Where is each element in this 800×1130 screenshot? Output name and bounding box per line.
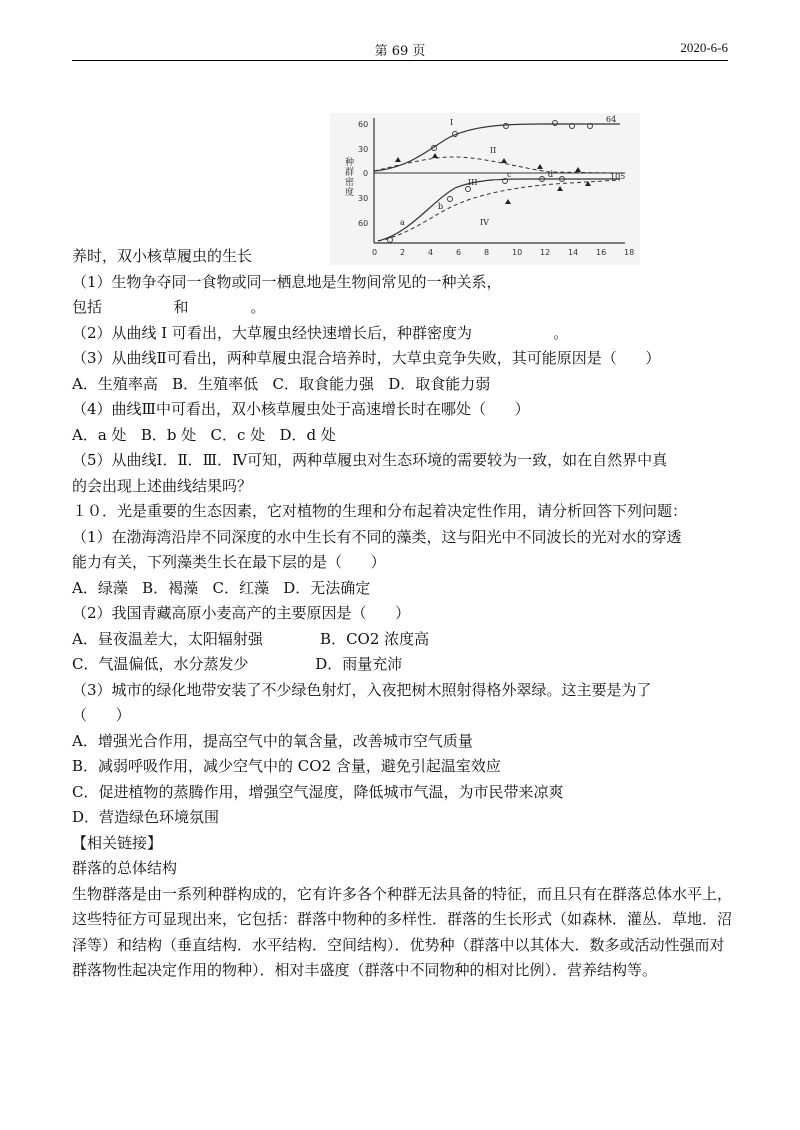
header-date: 2020-6-6 (680, 40, 728, 55)
x-tick-label: 10 (512, 248, 523, 257)
population-growth-figure (330, 113, 640, 265)
point-label-b: b (438, 202, 444, 211)
y-tick-label: 30 (358, 194, 369, 203)
text-line: 【相关链接】 (72, 833, 163, 852)
ylabel-char-4: 度 (345, 188, 355, 198)
x-tick-label: 6 (456, 248, 462, 257)
x-tick-label: 14 (568, 248, 579, 257)
x-tick-label: 2 (400, 248, 406, 257)
text-line: （2）从曲线 I 可看出，大草履虫经快速增长后，种群密度为 。 (72, 323, 569, 342)
figure-background (330, 113, 640, 265)
point-label-c: c (507, 170, 512, 179)
y-tick-label: 0 (363, 169, 369, 178)
ylabel-char-1: 种 (345, 158, 355, 168)
x-tick-label: 18 (624, 248, 635, 257)
text-line: C．促进植物的蒸腾作用，增强空气湿度，降低城市气温，为市民带来凉爽 (72, 782, 564, 801)
text-line: （ ） (72, 706, 131, 724)
text-line: A．绿藻 B．褐藻 C．红藻 D．无法确定 (72, 578, 371, 597)
text-line: 能力有关，下列藻类生长在最下层的是（ ） (72, 553, 386, 571)
text-line: B．减弱呼吸作用，减少空气中的 CO2 含量，避免引起温室效应 (72, 757, 501, 775)
text-line: （2）我国青藏高原小麦高产的主要原因是（ ） (72, 604, 411, 622)
text-line: （3）城市的绿化地带安装了不少绿色射灯，入夜把树木照射得格外翠绿。这主要是为了 (72, 680, 652, 699)
point-label-a: a (400, 218, 405, 227)
text-line: A．增强光合作用，提高空气中的氧含量，改善城市空气质量 (72, 731, 473, 750)
text-line: D．营造绿色环境氛围 (72, 808, 220, 826)
text-line: 包括 和 。 (72, 298, 266, 316)
y-tick-label: 60 (358, 120, 369, 129)
text-line: C．气温偏低，水分蒸发少 D．雨量充沛 (72, 655, 403, 673)
text-line: （4）曲线Ⅲ中可看出，双小核草履虫处于高速增长时在哪处（ ） (72, 400, 530, 418)
text-line: （1）生物争夺同一食物或同一栖息地是生物间常见的一种关系， (72, 272, 502, 291)
x-tick-label: 4 (428, 248, 434, 257)
y-tick-label: 30 (358, 145, 369, 154)
text-line: （1）在渤海湾沿岸不同深度的水中生长有不同的藻类，这与阳光中不同波长的光对水的穿透 (72, 527, 682, 546)
text-line: 群落的总体结构 (72, 859, 178, 877)
content (72, 244, 732, 984)
text-line: 的会出现上述曲线结果吗？ (72, 476, 253, 495)
x-tick-label: 0 (372, 248, 378, 257)
text-line: （3）从曲线Ⅱ可看出，两种草履虫混合培养时，大草虫竞争失败，其可能原因是（ ） (72, 349, 661, 367)
page-number: 第 69 页 (374, 44, 426, 59)
curve-label-IV: IV (480, 218, 489, 227)
text-line: １０．光是重要的生态因素，它对植物的生理和分布起着决定性作用，请分析回答下列问题： (72, 502, 688, 520)
x-tick-label: 16 (596, 248, 607, 257)
x-tick-label: 12 (540, 248, 551, 257)
y-tick-label: 60 (358, 219, 369, 228)
end-value-lower: 105 (610, 172, 626, 181)
text-line: （5）从曲线Ⅰ．Ⅱ．Ⅲ．Ⅳ可知，两种草履虫对生态环境的需要较为一致，如在自然界中真 (72, 451, 668, 469)
x-tick-label: 8 (484, 248, 490, 257)
page-header (72, 40, 728, 61)
text-line: 养时，双小核草履虫的生长 (72, 247, 253, 265)
curve-label-II: II (490, 146, 497, 155)
point-label-d: d (548, 170, 554, 179)
text-line: A．昼夜温差大，太阳辐射强 B．CO2 浓度高 (72, 629, 430, 648)
curve-label-III: III (468, 178, 478, 187)
ylabel-char-3: 密 (345, 178, 355, 188)
ylabel-char-2: 群 (345, 168, 355, 178)
paragraph-body: 生物群落是由一系列种群构成的，它有许多各个种群无法具备的特征，而且只有在群落总体水平上，这些特征方可显现出来，它包括：群落中物种的多样性．群落的生长形式（如森林．灌丛．草地．沼泽等）和结构（垂直结构．水平结构．空间结构）．优势种（群落中以其体大．数多或活动性强而对群落物性起决定作用的物种）．相对丰盛度（群落中不同物种的相对比例）．营养结构等。 (72, 884, 733, 979)
end-value-upper: 64 (606, 115, 617, 124)
text-line: A．生殖率高 B．生殖率低 C．取食能力强 D．取食能力弱 (72, 374, 491, 393)
curve-label-I: I (450, 118, 454, 127)
text-line: A．a 处 B．b 处 C．c 处 D．d 处 (72, 425, 336, 444)
